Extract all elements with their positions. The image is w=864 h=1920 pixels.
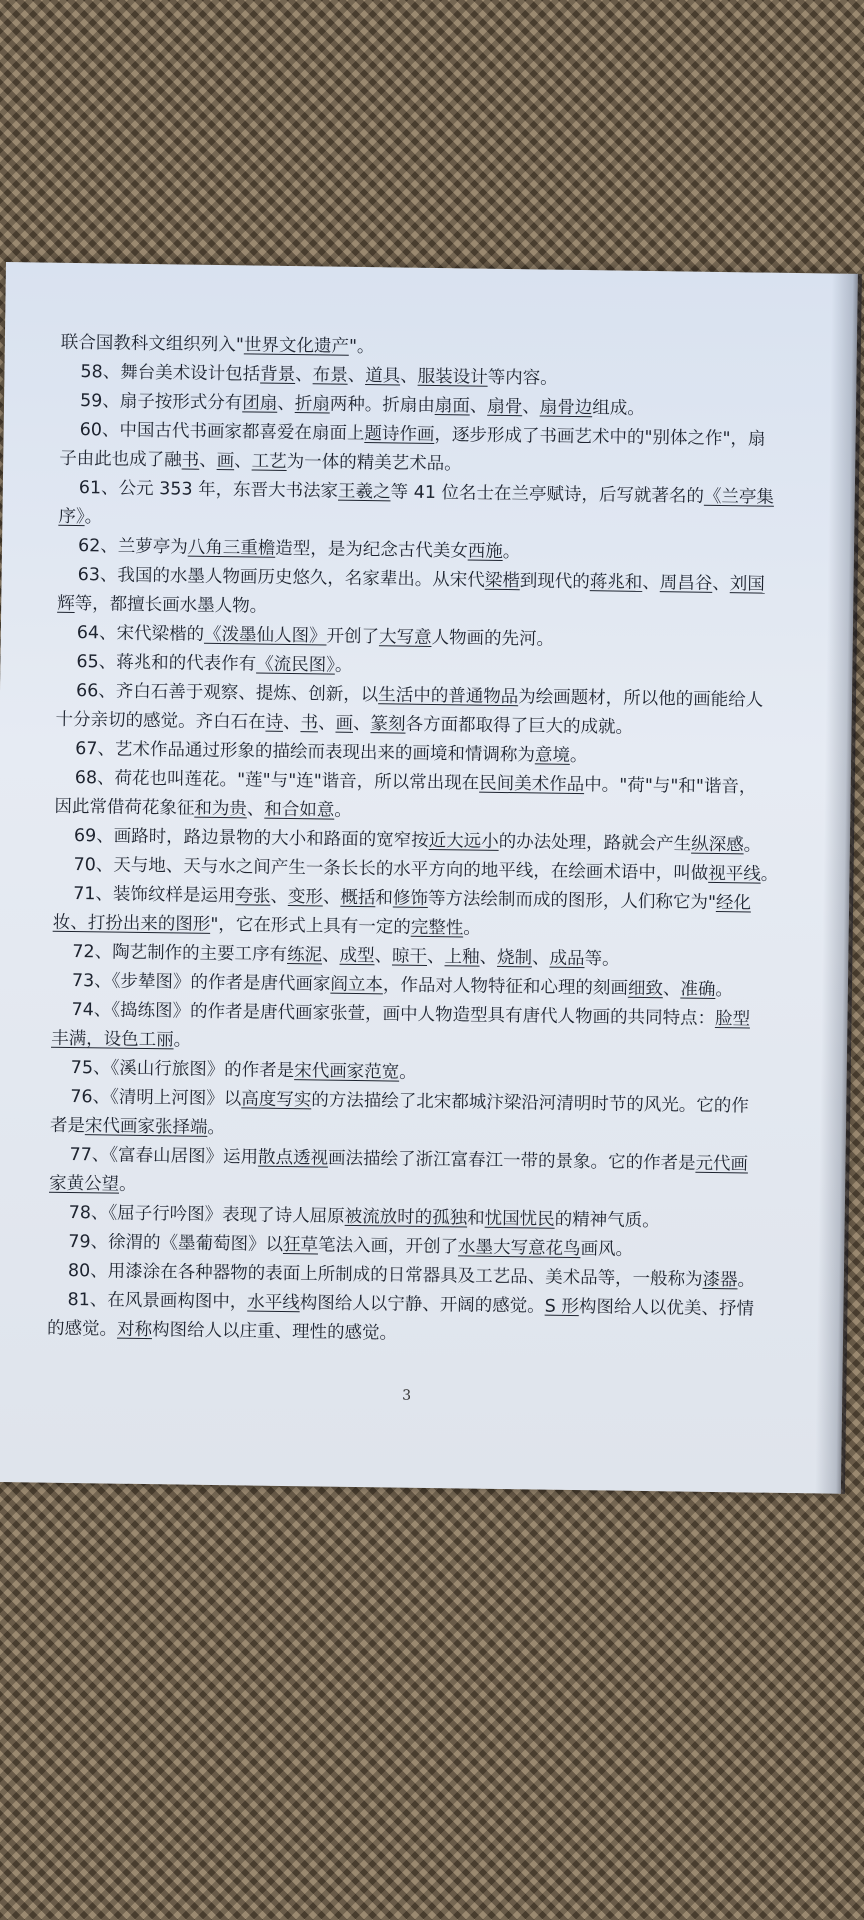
text-segment: 、: [347, 365, 366, 387]
text-segment: 70、天与地、天与水之间产生一条长长的水平方向的地平线，在绘画术语中，叫做: [73, 855, 709, 884]
text-segment: 。: [737, 1270, 756, 1291]
text-segment: 79、徐渭的《墨葡萄图》以: [68, 1231, 284, 1255]
underlined-answer: 团扇: [242, 393, 278, 414]
underlined-answer: 梁楷: [484, 570, 521, 592]
text-segment: 开创了: [326, 626, 380, 648]
underlined-answer: 修饰: [392, 888, 429, 909]
text-segment: 、: [426, 946, 445, 968]
text-segment: 。: [173, 1030, 192, 1051]
underlined-answer: 篆刻: [370, 714, 406, 735]
underlined-answer: 漆器: [702, 1269, 738, 1291]
text-segment: 到现代的: [519, 571, 591, 593]
underlined-answer: 夸张: [235, 886, 271, 907]
underlined-answer: 练泥: [286, 944, 323, 966]
underlined-answer: 民间美术作品: [479, 773, 585, 796]
text-segment: 联合国教科文组织列入": [60, 332, 245, 356]
text-segment: 、: [199, 450, 217, 471]
text-segment: 和: [467, 1208, 485, 1229]
underlined-answer: 书: [181, 450, 200, 471]
underlined-answer: 散点透视: [257, 1147, 329, 1169]
underlined-answer: 高度写实: [241, 1089, 312, 1111]
text-segment: 、: [246, 799, 265, 820]
underlined-answer: 烧制: [496, 947, 533, 969]
text-segment: 子由此也成了融: [59, 448, 182, 471]
text-segment: 、: [282, 712, 301, 734]
text-segment: 67、艺术作品通过形象的描绘而表现出来的画境和情调称为: [75, 739, 536, 766]
underlined-answer: 成品: [549, 948, 585, 970]
page-number: 3: [402, 1387, 412, 1404]
text-segment: 75、《溪山行旅图》的作者是: [70, 1057, 295, 1082]
text-segment: "。: [348, 336, 375, 358]
text-segment: 、: [712, 573, 730, 595]
text-segment: 等 41 位名士在兰亭赋诗，后写就著名的: [390, 482, 705, 507]
text-segment: ，逐步形成了书画艺术中的"别体之作"，扇: [434, 424, 766, 450]
underlined-answer: 完整性: [410, 917, 464, 939]
underlined-answer: 被流放时的孤独: [344, 1206, 468, 1229]
underlined-answer: 生活中的普通物品: [378, 685, 519, 708]
underlined-answer: 概括: [340, 887, 376, 909]
text-segment: 等。: [584, 949, 620, 970]
underlined-answer: 家黄公望: [48, 1173, 120, 1195]
text-segment: 、: [479, 947, 498, 968]
underlined-answer: 脸型: [714, 1008, 751, 1030]
underlined-answer: 近大远小: [428, 830, 499, 852]
underlined-answer: 辉: [57, 593, 75, 614]
text-segment: 。: [84, 507, 103, 528]
text-segment: 。: [463, 918, 481, 939]
underlined-answer: 宋代画家张择端: [84, 1116, 208, 1138]
text-segment: 、: [277, 393, 295, 415]
underlined-answer: 西施: [467, 541, 503, 562]
underlined-answer: 王羲之: [337, 481, 391, 503]
text-segment: 71、装饰纹样是运用: [73, 884, 236, 907]
underlined-answer: 妆、打扮出来的图形: [52, 912, 211, 935]
text-segment: 画风。: [580, 1239, 634, 1260]
text-segment: 66、齐白石善于观察、提炼、创新，以: [75, 681, 379, 706]
text-segment: 65、蒋兆和的代表作有: [76, 652, 257, 675]
underlined-answer: 忧国忧民: [484, 1208, 555, 1230]
text-segment: 、: [321, 945, 340, 966]
underlined-answer: 和为贵: [194, 798, 248, 820]
text-segment: 为一体的精美艺术品。: [286, 451, 462, 475]
text-segment: 、: [374, 946, 393, 967]
text-segment: 81、在风景画构图中，: [67, 1289, 248, 1313]
text-segment: 因此常借荷花象征: [54, 796, 195, 819]
text-segment: 。: [715, 979, 734, 1001]
text-segment: 60、中国古代书画家都喜爱在扇面上: [79, 420, 365, 445]
text-segment: 、: [295, 365, 313, 386]
text-segment: 等，都擅长画水墨人物。: [74, 593, 268, 617]
text-segment: 等方法绘制而成的图形，人们称它为": [427, 888, 717, 913]
text-segment: 者是: [49, 1115, 86, 1137]
underlined-answer: 视平线: [708, 863, 761, 885]
text-segment: 80、用漆涂在各种器物的表面上所制成的日常器具及工艺品、美术品等，一般称为: [67, 1260, 703, 1290]
text-segment: 构图给人以庄重、理性的感觉。: [151, 1320, 398, 1344]
underlined-answer: 布景: [312, 365, 348, 386]
underlined-answer: 狂草: [282, 1234, 319, 1256]
underlined-answer: 对称: [116, 1319, 153, 1341]
underlined-answer: 水墨大写意花鸟: [457, 1237, 581, 1260]
underlined-answer: 细致: [627, 978, 664, 1000]
text-segment: 、: [352, 713, 371, 735]
text-segment: 的精神气质。: [554, 1209, 660, 1232]
text-segment: 、: [400, 366, 418, 387]
underlined-answer: 变形: [287, 886, 324, 908]
text-segment: 、: [469, 396, 488, 417]
text-segment: 的办法处理，路就会产生: [498, 831, 692, 855]
underlined-answer: 宋代画家范宽: [294, 1061, 400, 1083]
text-segment: 、: [270, 886, 289, 907]
underlined-answer: 《泼墨仙人图》: [203, 624, 327, 647]
underlined-answer: 书: [300, 713, 319, 734]
underlined-answer: 服装设计: [417, 366, 488, 388]
text-segment: 、: [531, 948, 550, 969]
text-segment: 两种。折扇由: [329, 394, 435, 417]
text-segment: 68、荷花也叫莲花。"莲"与"连"谐音，所以常出现在: [74, 768, 480, 794]
text-segment: 中。"荷"与"和"谐音，: [584, 775, 757, 798]
text-segment: 、: [322, 887, 341, 908]
text-segment: 造型，是为纪念古代美女: [275, 538, 468, 562]
text-segment: 78、《屈子行吟图》表现了诗人屈原: [68, 1202, 345, 1227]
text-segment: 等内容。: [487, 367, 558, 389]
text-segment: 。: [569, 745, 588, 767]
text-segment: 。: [207, 1117, 226, 1139]
underlined-answer: 八角三重檐: [187, 537, 276, 559]
text-segment: 。: [118, 1174, 137, 1195]
text-segment: 组成。: [592, 398, 645, 419]
text-segment: 74、《捣练图》的作者是唐代画家张萱，画中人物造型具有唐代人物画的共同特点：: [71, 999, 716, 1029]
text-segment: 63、我国的水墨人物画历史悠久，名家辈出。从宋代: [77, 565, 486, 591]
text-segment: 。: [502, 541, 521, 563]
text-segment: 。: [760, 864, 779, 885]
underlined-answer: 扇面: [434, 396, 470, 417]
underlined-answer: 周昌谷: [659, 573, 713, 594]
text-segment: 58、舞台美术设计包括: [80, 362, 261, 385]
underlined-answer: 工艺: [251, 451, 287, 472]
text-segment: 76、《清明上河图》以: [70, 1086, 242, 1110]
underlined-answer: 上釉: [444, 947, 480, 968]
text-segment: 、: [522, 397, 540, 418]
text-segment: 画法描绘了浙江富春江一带的景象。它的作者是: [327, 1148, 696, 1174]
text-segment: 。: [334, 800, 353, 821]
text-segment: 77、《富春山居图》运用: [69, 1144, 259, 1168]
text-segment: 64、宋代梁楷的: [76, 623, 205, 645]
underlined-answer: 道具: [365, 366, 401, 387]
underlined-answer: 阎立本: [330, 974, 384, 996]
text-segment: 、: [317, 713, 336, 734]
underlined-answer: 扇骨: [487, 396, 523, 418]
underlined-answer: 丰满，设色工丽: [51, 1028, 174, 1051]
text-segment: 、: [234, 451, 252, 472]
underlined-answer: 成型: [339, 945, 375, 967]
underlined-answer: 世界文化遗产: [243, 335, 350, 357]
text-segment: 各方面都取得了巨大的成就。: [405, 714, 634, 738]
text-segment: 人物画的先河。: [431, 627, 555, 650]
underlined-answer: 晾干: [391, 946, 428, 967]
underlined-answer: 序》: [58, 506, 85, 528]
text-segment: 的方法描绘了北宋都城汴梁沿河清明时节的风光。它的作: [311, 1090, 749, 1117]
text-segment: 、: [662, 979, 681, 1000]
underlined-answer: 和合如意: [264, 799, 335, 821]
text-segment: 59、扇子按形式分有: [79, 391, 243, 414]
text-segment: 。: [399, 1062, 417, 1083]
underlined-answer: 水平线: [247, 1292, 300, 1314]
underlined-answer: 《兰亭集: [703, 486, 775, 508]
underlined-answer: 题诗作画: [364, 424, 435, 445]
text-segment: 61、公元 353 年，东晋大书法家: [78, 478, 339, 502]
underlined-answer: 准确: [680, 979, 716, 1000]
underlined-answer: 经化: [715, 892, 752, 914]
underlined-answer: 大写意: [378, 627, 432, 648]
underlined-answer: 扇骨边: [539, 397, 593, 419]
text-segment: 构图给人以优美、抒情: [578, 1297, 755, 1320]
text-segment: 的感觉。: [46, 1318, 118, 1340]
underlined-answer: 诗: [265, 712, 284, 733]
underlined-answer: S 形: [544, 1296, 580, 1318]
text-segment: 72、陶艺制作的主要工序有: [72, 941, 288, 965]
text-segment: 69、画路时，路边景物的大小和路面的宽窄按: [73, 826, 429, 851]
text-segment: 62、兰萝亭为: [77, 536, 188, 558]
text-segment: "，它在形式上具有一定的: [210, 914, 411, 938]
underlined-answer: 蒋兆和: [589, 572, 643, 593]
text-segment: 构图给人以宁静、开阔的感觉。: [299, 1293, 545, 1317]
underlined-answer: 画: [216, 450, 235, 472]
text-segment: 。: [334, 655, 353, 676]
underlined-answer: 《流民图》: [256, 654, 336, 676]
underlined-answer: 画: [335, 713, 354, 734]
text-segment: 。: [743, 835, 762, 856]
document-page: [0, 262, 858, 1494]
text-segment: 73、《步辇图》的作者是唐代画家: [71, 970, 331, 995]
text-segment: 十分亲切的感觉。齐白石在: [55, 709, 266, 733]
underlined-answer: 意境: [534, 745, 571, 766]
underlined-answer: 折扇: [294, 394, 330, 415]
underlined-answer: 背景: [260, 364, 296, 386]
text-segment: 、: [642, 572, 661, 594]
underlined-answer: 元代画: [695, 1153, 749, 1175]
underlined-answer: 刘国: [729, 574, 765, 595]
underlined-answer: 纵深感: [691, 834, 744, 856]
text-segment: 笔法入画，开创了: [317, 1235, 459, 1258]
text-segment: 为绘画题材，所以他的画能给人: [518, 687, 764, 711]
text-segment: 和: [375, 888, 394, 909]
document-body: [47, 329, 825, 1355]
text-segment: ，作品对人物特征和心理的刻画: [382, 975, 629, 999]
